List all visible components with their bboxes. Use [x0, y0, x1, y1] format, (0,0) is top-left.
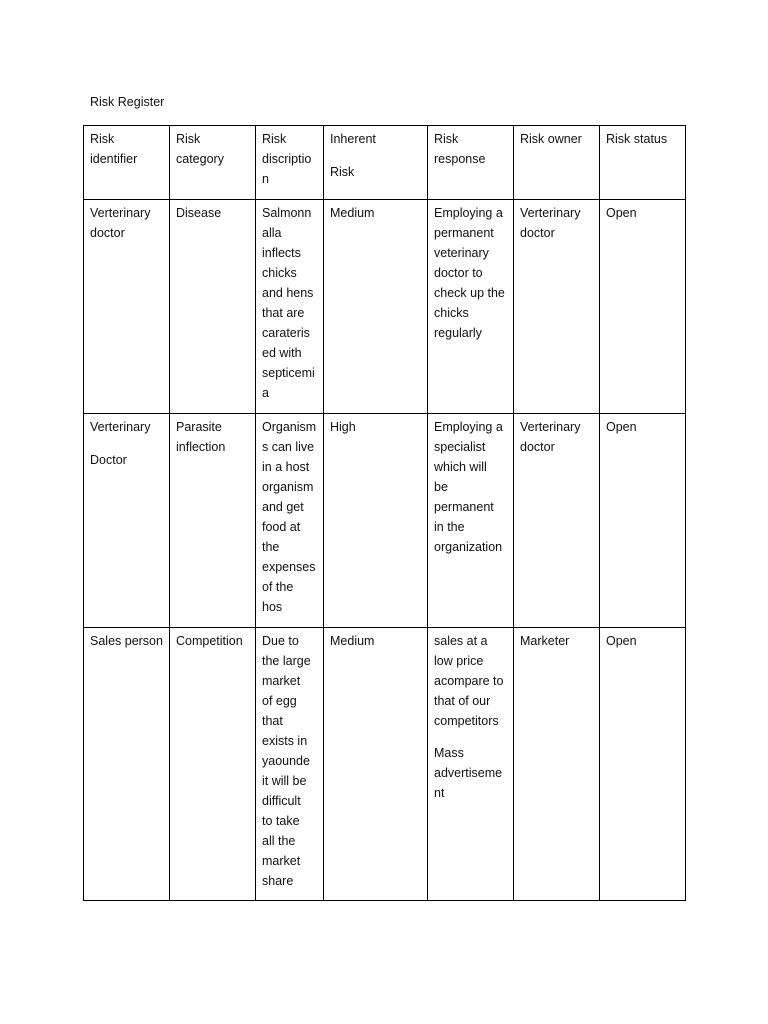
- header-risk-description: Risk discriptio n: [256, 126, 324, 200]
- cell-risk-owner: Verterinary doctor: [514, 414, 600, 628]
- header-risk-status: Risk status: [600, 126, 686, 200]
- cell-risk-category: Disease: [170, 200, 256, 414]
- cell-inherent-risk: High: [324, 414, 428, 628]
- cell-inherent-risk: Medium: [324, 628, 428, 901]
- header-inherent-risk: Inherent Risk: [324, 126, 428, 200]
- cell-risk-status: Open: [600, 200, 686, 414]
- cell-risk-identifier: Sales person: [84, 628, 170, 901]
- header-risk-identifier: Risk identifier: [84, 126, 170, 200]
- cell-risk-owner: Verterinary doctor: [514, 200, 600, 414]
- cell-inherent-risk: Medium: [324, 200, 428, 414]
- cell-risk-response: Employing a specialist which will be permanent in the organization: [428, 414, 514, 628]
- header-risk-owner: Risk owner: [514, 126, 600, 200]
- table-row: [84, 414, 686, 628]
- cell-risk-description: Salmonn alla inflects chicks and hens that are carateris ed with septicemi a: [256, 200, 324, 414]
- risk-register-table: [83, 125, 686, 901]
- cell-risk-description: Organism s can live in a host organism and get food at the expenses of the hos: [256, 414, 324, 628]
- cell-risk-identifier: Verterinary Doctor: [84, 414, 170, 628]
- document-title: Risk Register: [90, 95, 165, 109]
- cell-risk-owner: Marketer: [514, 628, 600, 901]
- cell-risk-category: Parasite inflection: [170, 414, 256, 628]
- cell-risk-response: Employing a permanent veterinary doctor to check up the chicks regularly: [428, 200, 514, 414]
- cell-risk-status: Open: [600, 414, 686, 628]
- cell-risk-status: Open: [600, 628, 686, 901]
- header-risk-category: Risk category: [170, 126, 256, 200]
- table-row: [84, 200, 686, 414]
- cell-risk-identifier: Verterinary doctor: [84, 200, 170, 414]
- cell-risk-description: Due to the large market of egg that exists in yaounde it will be difficult to take all the market share: [256, 628, 324, 901]
- table-row: [84, 628, 686, 901]
- cell-risk-category: Competition: [170, 628, 256, 901]
- cell-risk-response: sales at a low price acompare to that of our competitors Mass advertiseme nt: [428, 628, 514, 901]
- header-risk-response: Risk response: [428, 126, 514, 200]
- header-row: [84, 126, 686, 200]
